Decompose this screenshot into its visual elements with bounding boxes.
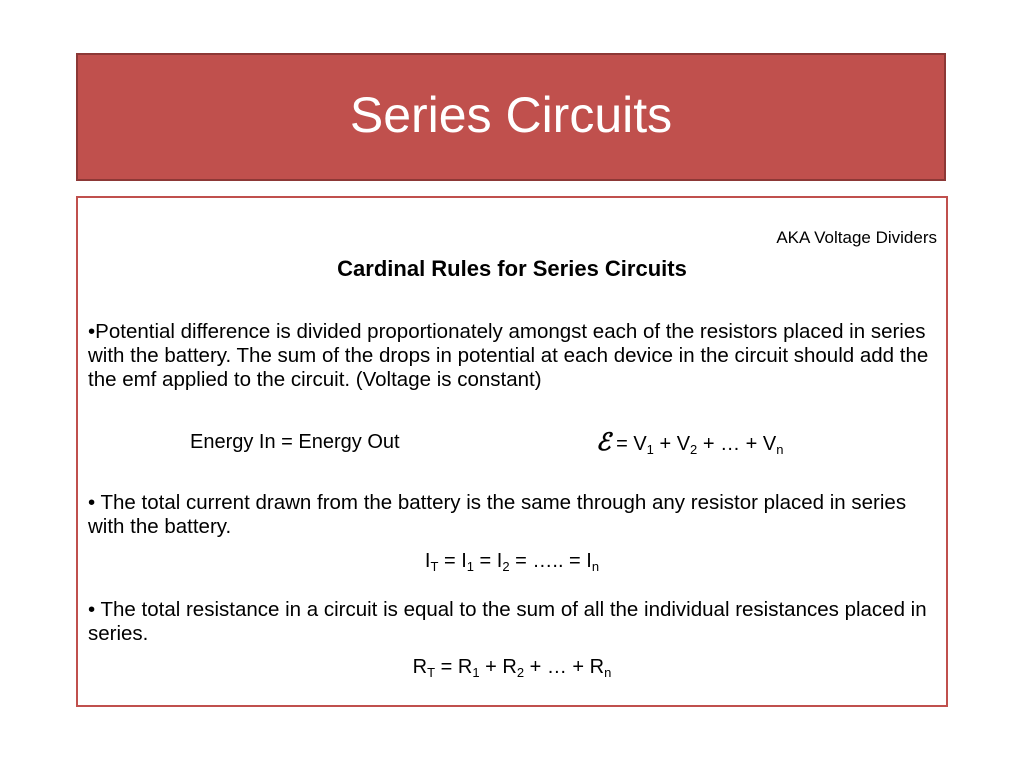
content-panel [76, 196, 948, 707]
equation-energy: Energy In = Energy Out [190, 431, 400, 453]
rule-resistance: • The total resistance in a circuit is equal to the sum of all the individual resistances placed in series. [88, 598, 927, 645]
title-banner [76, 53, 946, 181]
slide-title: Series Circuits [349, 87, 673, 143]
section-subtitle: Cardinal Rules for Series Circuits [337, 256, 687, 281]
aka-label: AKA Voltage Dividers [776, 228, 937, 247]
emf-symbol: ℰ [596, 427, 611, 456]
rule-current: • The total current drawn from the battery is the same through any resistor placed in series with the battery. [88, 491, 907, 538]
equation-emf: ℰ = $V_1 + V_2$ + … + $V_n$ [596, 427, 784, 457]
equation-current: $I_T = I_1 = I_2$ = ….. = $I_n$ [424, 550, 600, 574]
equation-resistance: $R_T = R_1 + R_2$ + … + $R_n$ [412, 656, 612, 680]
rule-voltage: •Potential difference is divided proportionately amongst each of the resistors placed in series with the battery. The sum of the drops in potential at each device in the circuit should add the the emf applied to the circuit. (Voltage is constant) [88, 320, 929, 391]
